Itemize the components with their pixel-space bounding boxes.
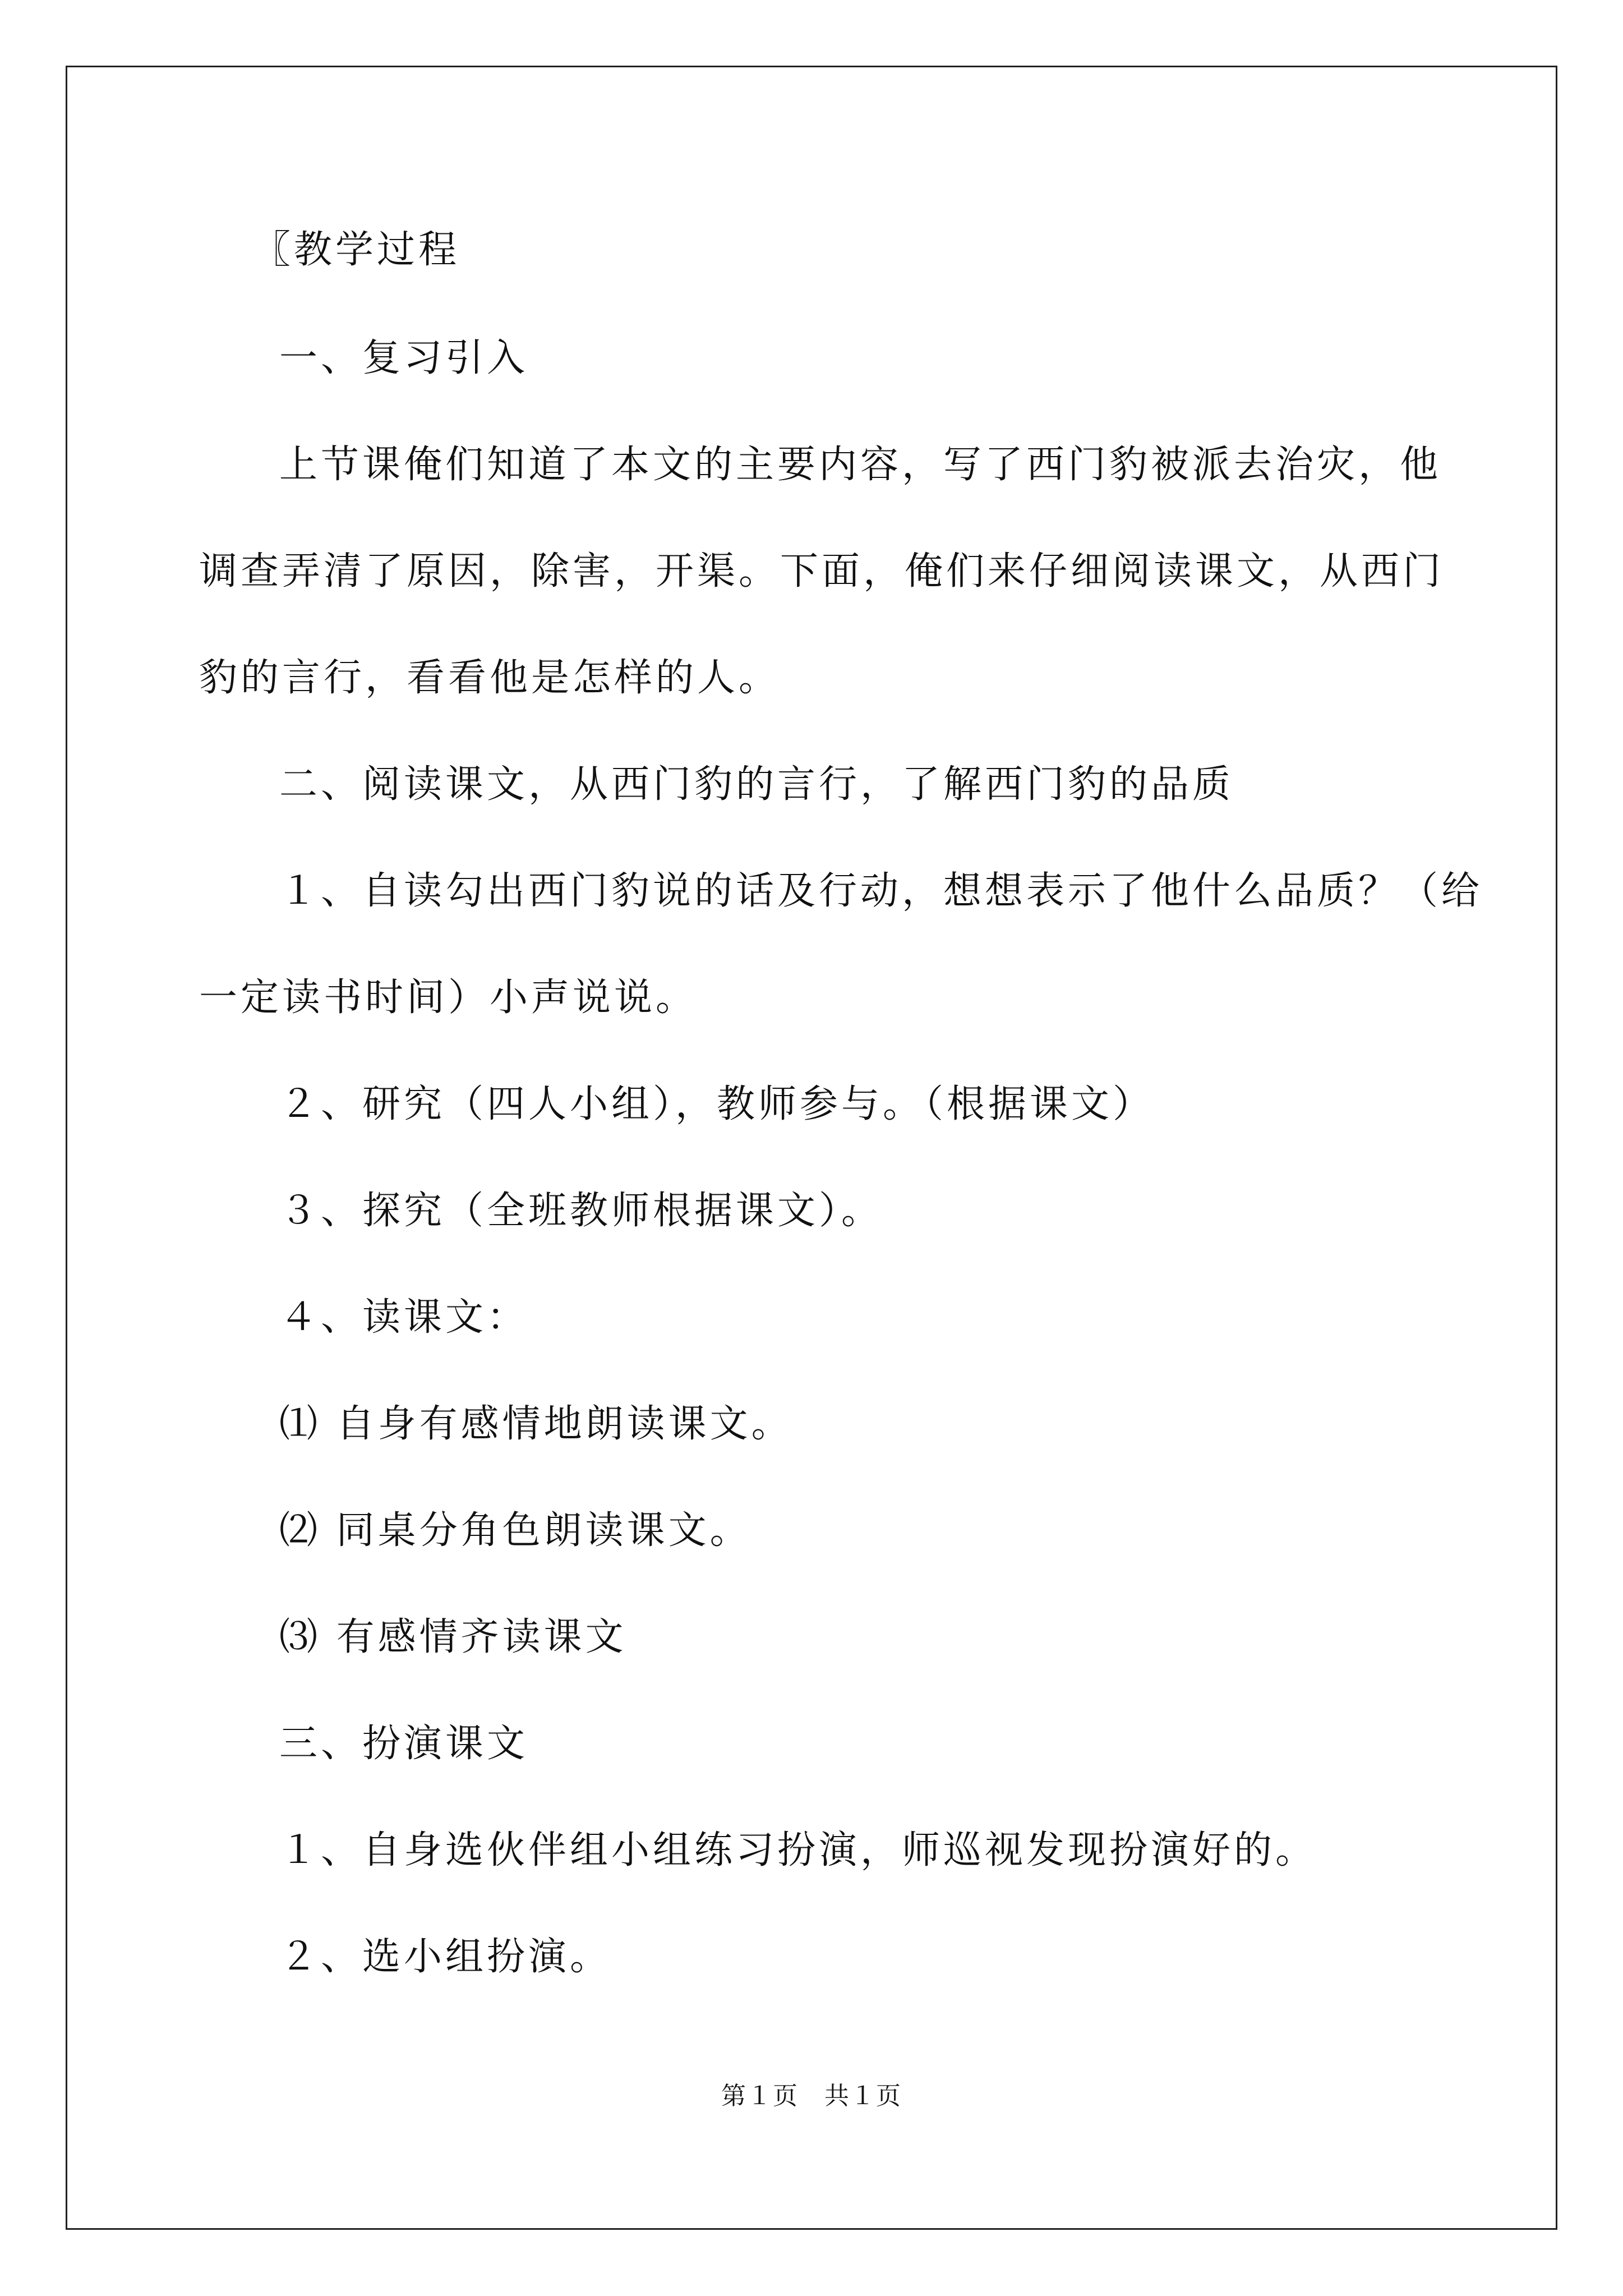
list-item-line: １、自读勾出西门豹说的话及行动，想想表示了他什么品质？（给 (279, 869, 1483, 913)
section-heading-review: 一、复习引入 (279, 336, 529, 380)
paragraph-line: 调查弄清了原因，除害，开渠。下面，俺们来仔细阅读课文，从西门 (199, 549, 1445, 593)
section-heading-teaching-process: 〖教学过程 (252, 228, 460, 272)
list-item-line: 一定读书时间）小声说说。 (199, 976, 698, 1020)
list-item-line: ２、研究（四人小组），教师参与。（根据课文） (279, 1082, 1155, 1126)
sub-item-line: ⑶ 有感情齐读课文 (279, 1615, 627, 1659)
page-border (66, 66, 1557, 2230)
list-item-line: １、自身选伙伴组小组练习扮演，师巡视发现扮演好的。 (279, 1828, 1317, 1872)
list-item-line: ２、选小组扮演。 (279, 1935, 612, 1979)
paragraph-line: 豹的言行，看看他是怎样的人。 (199, 656, 781, 700)
section-heading-read-text: 二、阅读课文，从西门豹的言行，了解西门豹的品质 (279, 762, 1234, 807)
list-item-line: ４、读课文： (279, 1295, 529, 1340)
paragraph-line: 上节课俺们知道了本文的主要内容，写了西门豹被派去治灾，他 (279, 443, 1442, 487)
sub-item-line: ⑵ 同桌分角色朗读课文。 (279, 1508, 751, 1553)
sub-item-line: ⑴ 自身有感情地朗读课文。 (279, 1402, 793, 1446)
page-footer: 第１页 共１页 (721, 2082, 902, 2110)
list-item-line: ３、探究（全班教师根据课文）。 (279, 1189, 883, 1233)
section-heading-perform: 三、扮演课文 (279, 1722, 529, 1766)
